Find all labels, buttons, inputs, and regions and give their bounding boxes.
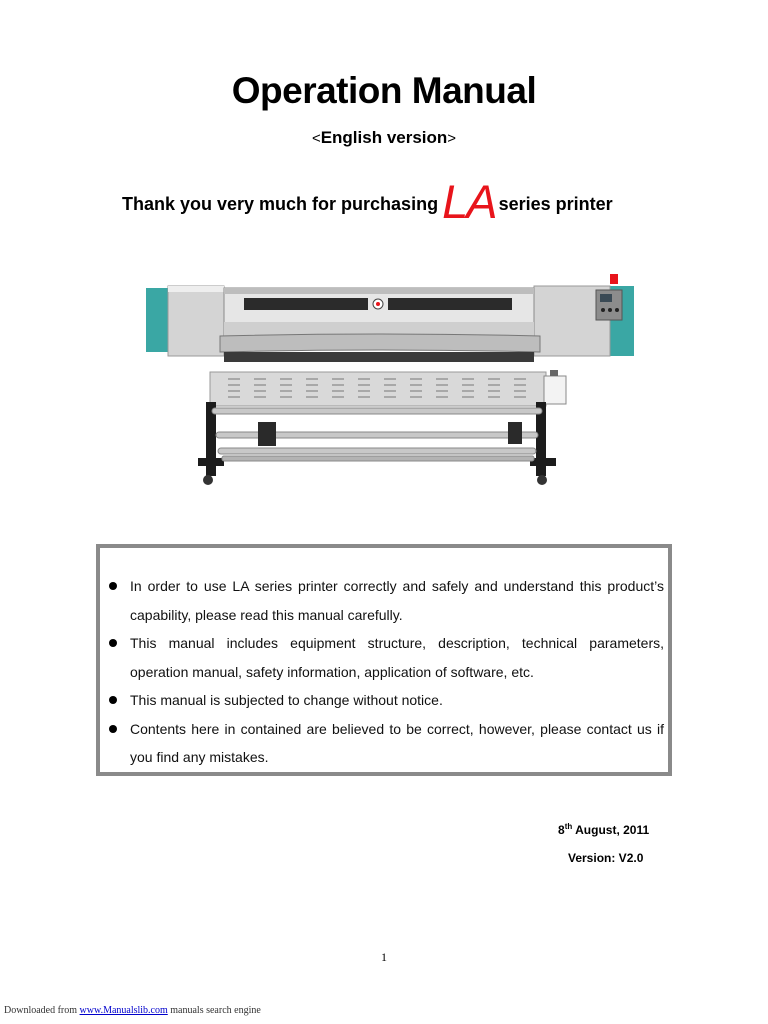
notice-box bbox=[96, 544, 672, 776]
footer-prefix: Downloaded from bbox=[4, 1005, 80, 1016]
notice-text: This manual is subjected to change without notice. bbox=[130, 692, 443, 708]
version-label: Version: V2.0 bbox=[568, 851, 644, 865]
subtitle bbox=[0, 128, 768, 148]
bullet-icon bbox=[109, 696, 117, 704]
notice-text: Contents here in contained are believed to be correct, however, please contact us if you find any mistakes. bbox=[130, 720, 664, 765]
subtitle-text: English version bbox=[320, 128, 448, 147]
printer-photo bbox=[140, 272, 636, 496]
page-number: 1 bbox=[381, 950, 387, 964]
notice-item bbox=[130, 715, 664, 772]
bullet-icon bbox=[109, 639, 117, 647]
model-name: LA bbox=[442, 175, 496, 228]
notice-item bbox=[130, 686, 664, 715]
thank-you-line bbox=[122, 166, 613, 228]
notice-item bbox=[130, 629, 664, 686]
date-day: 8 bbox=[558, 823, 565, 837]
footer-suffix: manuals search engine bbox=[167, 1005, 261, 1016]
bullet-icon bbox=[109, 582, 117, 590]
ink-bottle bbox=[544, 376, 566, 404]
left-end-cap bbox=[146, 288, 168, 352]
thanks-series-text: series printer bbox=[498, 194, 613, 214]
bullet-icon bbox=[109, 725, 117, 733]
subtitle-open-bracket: < bbox=[311, 130, 321, 147]
footer bbox=[4, 1005, 261, 1016]
thanks-text: Thank you very much for purchasing bbox=[122, 194, 439, 214]
release-date bbox=[558, 822, 649, 837]
notice-item bbox=[130, 572, 664, 629]
subtitle-close-bracket: > bbox=[447, 130, 457, 147]
page-title: Operation Manual bbox=[231, 70, 537, 111]
footer-link[interactable]: www.Manualslib.com bbox=[79, 1005, 168, 1016]
notice-list bbox=[100, 548, 668, 772]
notice-text: This manual includes equipment structure, description, technical parameters, operation manual, safety information, application of software, etc. bbox=[130, 635, 664, 680]
date-suffix: th bbox=[564, 822, 573, 831]
notice-text: In order to use LA series printer correctly and safely and understand this product’s capability, please read this manual carefully. bbox=[130, 578, 664, 623]
date-rest: August, 2011 bbox=[572, 823, 650, 837]
